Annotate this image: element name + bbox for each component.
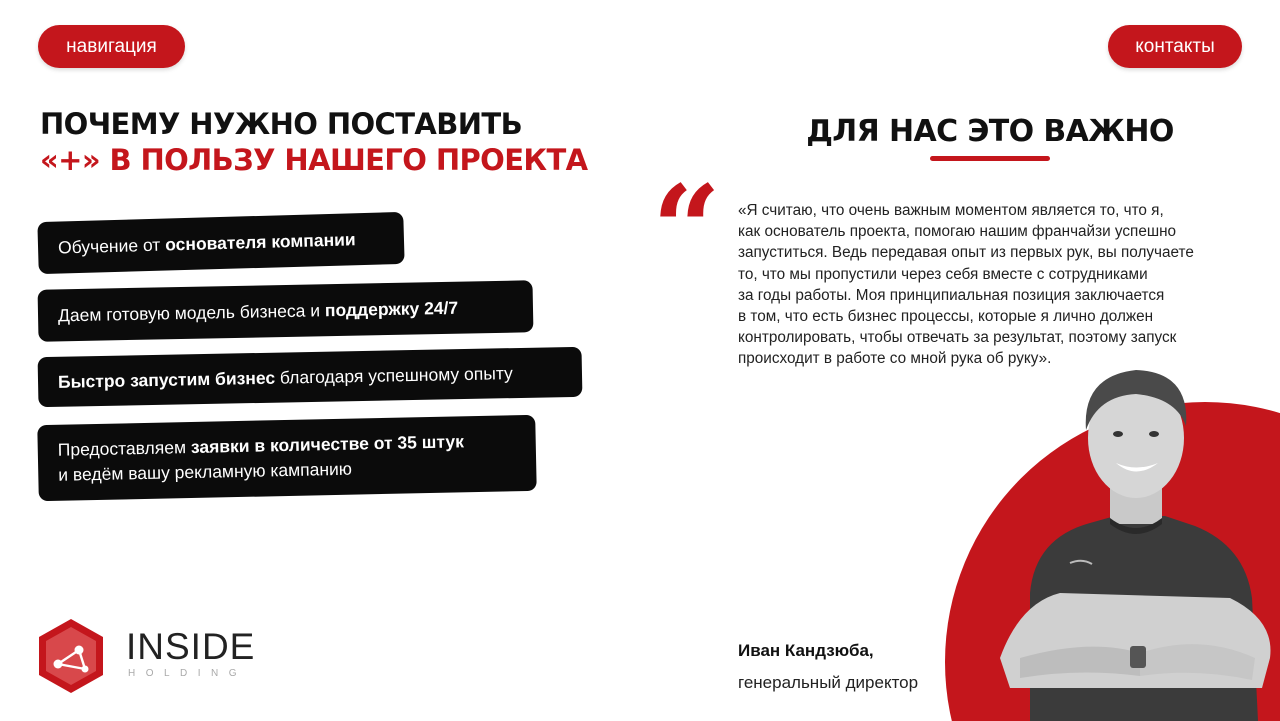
quote-line: за годы работы. Моя принципиальная позиция заключается [738,286,1165,304]
quote-line: то, что мы пропустили через себя вместе с сотрудниками [738,265,1148,283]
quote-line: происходит в работе со мной рука об руку». [738,350,1052,368]
benefit-card-fast-launch [38,347,583,407]
page-title [40,106,588,178]
director-portrait [990,358,1280,721]
nav-button[interactable]: навигация [38,25,185,68]
benefit-text: Предоставляем заявки в количестве от 35 штук и ведём вашу рекламную кампанию [57,431,465,485]
logo-subtitle: HOLDING [128,668,248,679]
quote-line: «Я считаю, что очень важным моментом является то, что я, [738,202,1164,219]
quote-line: запуститься. Ведь передавая опыт из первых рук, вы получаете [738,244,1194,262]
quote-line: в том, что есть бизнес процессы, которые я лично должен [738,308,1154,326]
quote-line: контролировать, чтобы отвечать за результат, поэтому запуск [738,329,1177,347]
benefit-card-founder-training [37,212,404,274]
benefit-card-leads [37,415,536,501]
benefit-text: Обучение от основателя компании [57,228,356,258]
quote-line: как основатель проекта, помогаю нашим франчайзи успешно [738,223,1177,241]
contacts-button[interactable]: контакты [1108,25,1242,68]
section-title: ДЛЯ НАС ЭТО ВАЖНО [806,114,1174,149]
logo-wordmark: INSIDE [126,626,256,667]
page-title-line2: «+» В ПОЛЬЗУ НАШЕГО ПРОЕКТА [40,143,588,177]
title-underline [930,156,1050,161]
benefit-text: Быстро запустим бизнес благодаря успешному опыту [57,362,513,392]
benefit-card-business-model [38,280,534,341]
quote-mark-icon: “ [652,159,722,300]
quote-text [738,200,1238,370]
author-name: Иван Кандзюба, [738,641,874,660]
hexagon-network-icon [36,617,106,695]
author-role: генеральный директор [738,673,919,692]
benefit-text: Даем готовую модель бизнеса и поддержку 24/7 [57,297,459,325]
page-title-line1: ПОЧЕМУ НУЖНО ПОСТАВИТЬ [40,107,523,141]
